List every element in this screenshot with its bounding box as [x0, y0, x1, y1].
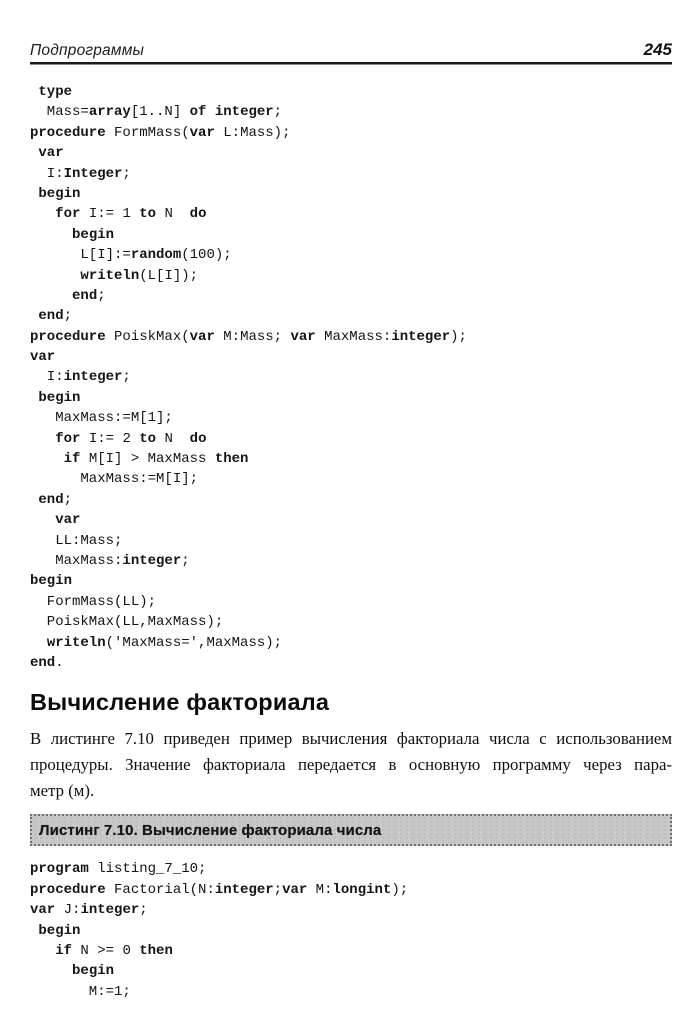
code-line: MaxMass:=M[I];	[30, 471, 199, 488]
code-line: begin	[72, 963, 115, 980]
running-title: Подпрограммы	[30, 42, 145, 59]
code-line: begin	[30, 573, 73, 590]
page-number: 245	[643, 40, 672, 59]
code-line: end.	[30, 654, 64, 671]
code-line: var	[55, 512, 81, 529]
code-line: if N >= 0 then	[55, 942, 173, 959]
listing-caption-bar	[30, 814, 672, 846]
code-listing-poiskmax	[30, 82, 672, 673]
header-rule	[30, 62, 672, 65]
code-line: M:=1;	[30, 983, 131, 1000]
paragraph-line-2: процедуры. Значение факториала передается в основную программу через пара-	[30, 755, 672, 775]
code-line: LL:Mass;	[30, 532, 123, 549]
code-line: begin	[38, 185, 81, 202]
body-paragraph	[30, 726, 672, 804]
code-line: var	[38, 145, 64, 162]
code-line: begin	[72, 226, 115, 243]
code-line: I:Integer;	[30, 165, 131, 182]
code-line: end;	[38, 308, 73, 325]
code-line: MaxMass:=M[1];	[30, 410, 173, 427]
code-line: L[I]:=random(100);	[30, 247, 232, 264]
code-line: program listing_7_10;	[30, 861, 207, 878]
code-line: type	[38, 84, 73, 100]
code-line: MaxMass:integer;	[30, 552, 190, 569]
code-line: if M[I] > MaxMass then	[63, 451, 249, 468]
section-heading: Вычисление факториала	[30, 689, 330, 716]
code-line: begin	[38, 922, 81, 939]
code-line: var J:integer;	[30, 902, 148, 919]
code-line: var	[30, 349, 56, 366]
paragraph-line-1: В листинге 7.10 приведен пример вычисления факториала числа с использованием	[30, 729, 672, 749]
code-line: PoiskMax(LL,MaxMass);	[30, 614, 224, 631]
page-header	[30, 0, 672, 60]
code-line: writeln(L[I]);	[80, 267, 199, 284]
code-line: FormMass(LL);	[30, 593, 157, 610]
code-line: begin	[38, 389, 81, 406]
code-listing-factorial	[30, 859, 672, 1002]
listing-caption-label: Листинг 7.10. Вычисление факториала числа	[39, 821, 382, 839]
code-line: procedure Factorial(N:integer;var M:longint);	[30, 881, 409, 898]
code-line: end;	[72, 287, 106, 304]
code-line: for I:= 1 to N do	[55, 206, 207, 223]
code-line: Mass=array[1..N] of integer;	[30, 104, 283, 121]
code-line: end;	[38, 491, 73, 508]
code-line: for I:= 2 to N do	[55, 430, 207, 447]
code-line: writeln('MaxMass=',MaxMass);	[46, 634, 283, 651]
code-line: I:integer;	[30, 369, 131, 386]
code-line: procedure FormMass(var L:Mass);	[30, 124, 291, 141]
paragraph-line-3: метр (м).	[30, 781, 95, 801]
code-line: procedure PoiskMax(var M:Mass; var MaxMass:integer);	[30, 328, 467, 345]
